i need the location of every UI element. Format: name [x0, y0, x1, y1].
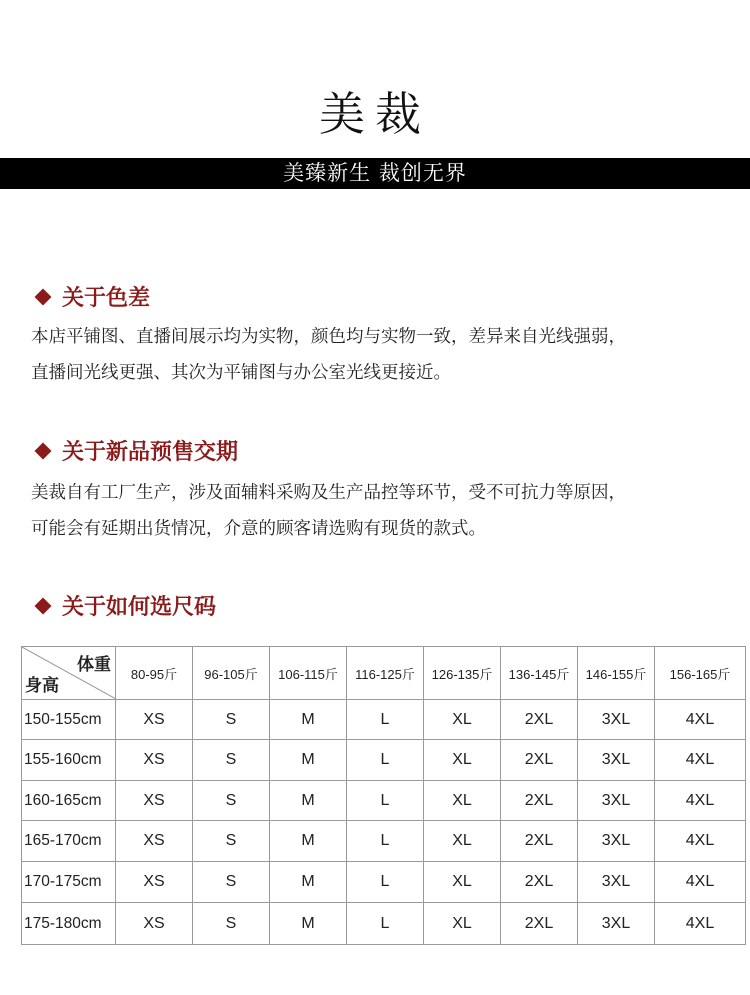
- weight-header-cell: 80-95斤: [116, 647, 193, 700]
- size-cell: XL: [424, 700, 501, 740]
- size-cell: M: [270, 740, 347, 781]
- diamond-bullet-icon: [35, 442, 52, 459]
- table-row: [22, 903, 746, 945]
- size-cell: 2XL: [501, 781, 578, 821]
- section-title-size-guide: [33, 590, 216, 621]
- size-cell: S: [193, 862, 270, 903]
- height-range-cell: 150-155cm: [22, 700, 116, 740]
- size-cell: XS: [116, 821, 193, 862]
- size-cell: XS: [116, 862, 193, 903]
- size-cell: XL: [424, 781, 501, 821]
- weight-header-cell: 156-165斤: [655, 647, 746, 700]
- size-cell: 4XL: [655, 781, 746, 821]
- size-cell: 2XL: [501, 862, 578, 903]
- size-cell: XS: [116, 700, 193, 740]
- weight-header-cell: 96-105斤: [193, 647, 270, 700]
- size-cell: XL: [424, 862, 501, 903]
- brand-slogan-banner: 美臻新生 裁创无界: [0, 158, 750, 189]
- weight-header-cell: 146-155斤: [578, 647, 655, 700]
- size-cell: S: [193, 781, 270, 821]
- section-paragraph-color-difference: [31, 319, 731, 391]
- size-cell: 2XL: [501, 821, 578, 862]
- size-cell: L: [347, 862, 424, 903]
- size-cell: XS: [116, 781, 193, 821]
- size-cell: M: [270, 700, 347, 740]
- size-cell: 2XL: [501, 903, 578, 945]
- height-range-cell: 165-170cm: [22, 821, 116, 862]
- size-cell: 4XL: [655, 862, 746, 903]
- size-cell: L: [347, 700, 424, 740]
- corner-weight-label: 体重: [77, 655, 111, 674]
- size-cell: XL: [424, 903, 501, 945]
- size-table-header-row: [22, 647, 746, 700]
- weight-header-cell: 106-115斤: [270, 647, 347, 700]
- height-range-cell: 155-160cm: [22, 740, 116, 781]
- size-cell: 3XL: [578, 862, 655, 903]
- size-cell: S: [193, 821, 270, 862]
- size-chart-table: [21, 646, 746, 945]
- size-cell: L: [347, 821, 424, 862]
- size-cell: 2XL: [501, 740, 578, 781]
- height-range-cell: 170-175cm: [22, 862, 116, 903]
- table-row: [22, 740, 746, 781]
- size-cell: 4XL: [655, 821, 746, 862]
- height-range-cell: 175-180cm: [22, 903, 116, 945]
- table-row: [22, 781, 746, 821]
- section-title-presale-delivery: [33, 435, 238, 466]
- corner-height-label: 身高: [25, 676, 59, 695]
- size-cell: 3XL: [578, 903, 655, 945]
- size-cell: 4XL: [655, 700, 746, 740]
- table-row: [22, 821, 746, 862]
- size-cell: M: [270, 821, 347, 862]
- paragraph-line: 美裁自有工厂生产，涉及面辅料采购及生产品控等环节，受不可抗力等原因，: [31, 483, 626, 503]
- section-title-text: 关于如何选尺码: [62, 595, 217, 620]
- size-cell: XS: [116, 903, 193, 945]
- section-title-text: 关于色差: [62, 286, 151, 311]
- weight-header-cell: 116-125斤: [347, 647, 424, 700]
- size-cell: 4XL: [655, 740, 746, 781]
- size-cell: S: [193, 903, 270, 945]
- brand-title: 美裁: [319, 87, 431, 141]
- size-cell: L: [347, 740, 424, 781]
- size-cell: 3XL: [578, 700, 655, 740]
- section-title-text: 关于新品预售交期: [62, 440, 239, 465]
- section-title-color-difference: [33, 281, 150, 312]
- size-cell: S: [193, 700, 270, 740]
- paragraph-line: 可能会有延期出货情况，介意的顾客请选购有现货的款式。: [31, 519, 486, 539]
- size-cell: S: [193, 740, 270, 781]
- paragraph-line: 直播间光线更强、其次为平铺图与办公室光线更接近。: [31, 363, 451, 383]
- diamond-bullet-icon: [35, 288, 52, 305]
- size-cell: 3XL: [578, 740, 655, 781]
- size-cell: M: [270, 862, 347, 903]
- size-cell: 2XL: [501, 700, 578, 740]
- size-cell: XL: [424, 740, 501, 781]
- paragraph-line: 本店平铺图、直播间展示均为实物，颜色均与实物一致，差异来自光线强弱，: [31, 327, 626, 347]
- size-cell: 4XL: [655, 903, 746, 945]
- weight-header-cell: 136-145斤: [501, 647, 578, 700]
- size-cell: 3XL: [578, 821, 655, 862]
- size-cell: M: [270, 903, 347, 945]
- table-row: [22, 862, 746, 903]
- height-range-cell: 160-165cm: [22, 781, 116, 821]
- size-cell: XL: [424, 821, 501, 862]
- diamond-bullet-icon: [35, 597, 52, 614]
- size-cell: 3XL: [578, 781, 655, 821]
- size-cell: XS: [116, 740, 193, 781]
- table-corner-cell: [22, 647, 116, 700]
- size-cell: L: [347, 903, 424, 945]
- size-cell: M: [270, 781, 347, 821]
- section-paragraph-presale-delivery: [31, 475, 731, 547]
- weight-header-cell: 126-135斤: [424, 647, 501, 700]
- size-cell: L: [347, 781, 424, 821]
- table-row: [22, 700, 746, 740]
